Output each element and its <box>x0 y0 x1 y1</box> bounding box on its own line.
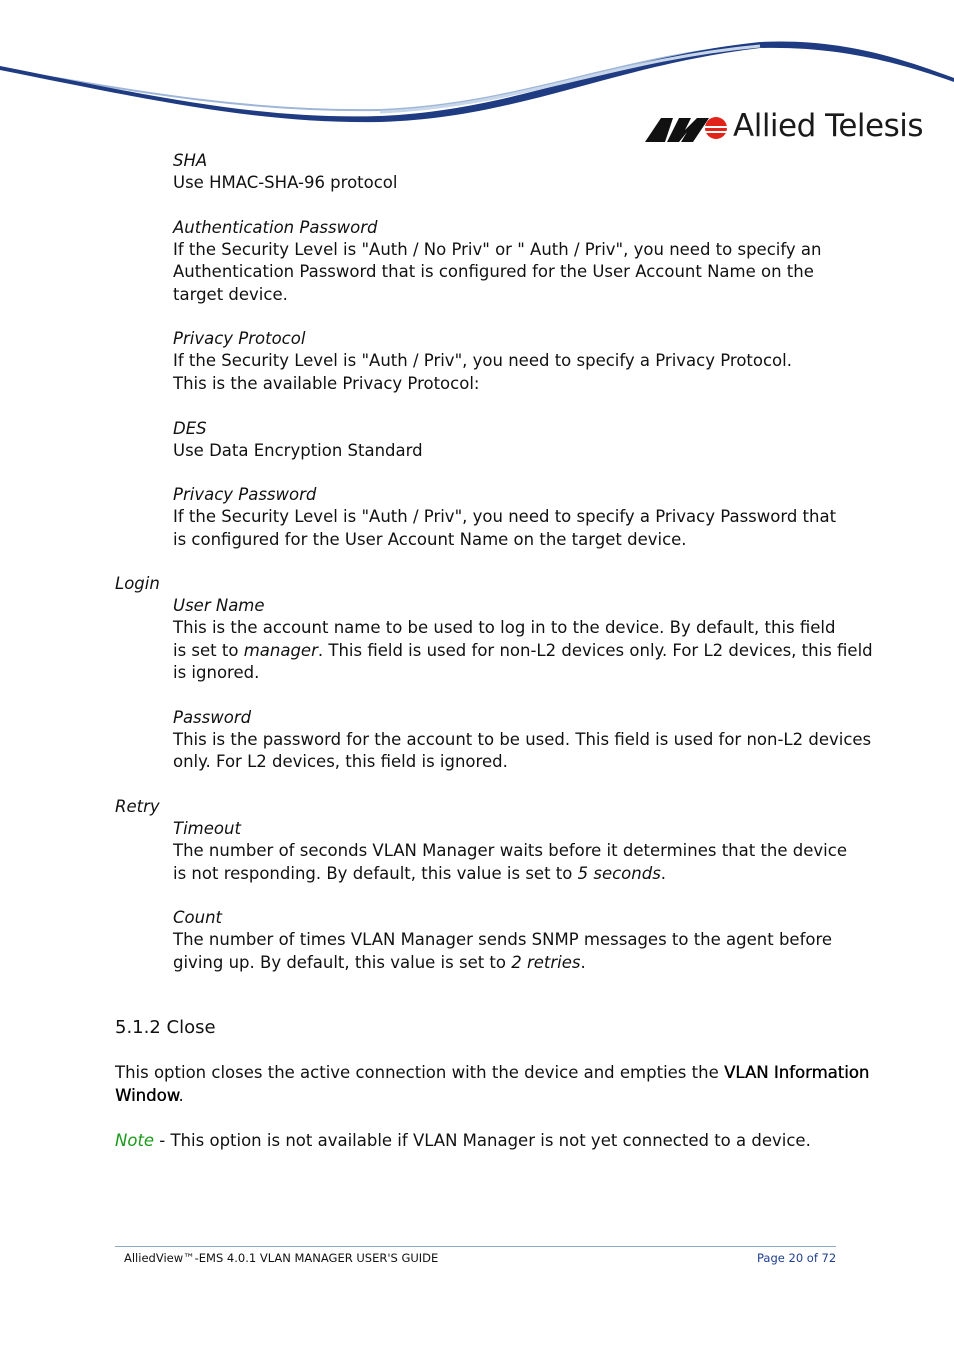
user-name-line-2 <box>173 640 873 663</box>
footer-divider <box>115 1246 836 1247</box>
password-term: Password <box>173 708 252 727</box>
des-term: DES <box>173 419 207 438</box>
privacy-protocol-line-1: If the Security Level is "Auth / Priv", you need to specify a Privacy Protocol. <box>173 351 792 370</box>
close-paragraph-end: . <box>178 1086 184 1105</box>
privacy-password-line-2: is configured for the User Account Name on the target device. <box>173 530 687 549</box>
password-line-1: This is the password for the account to be used. This field is used for non-L2 devices <box>173 730 872 749</box>
count-line-2-start: giving up. By default, this value is set to <box>173 953 512 972</box>
count-line-1: The number of times VLAN Manager sends SNMP messages to the agent before <box>173 930 833 949</box>
count-default-value: 2 retries <box>511 953 581 972</box>
sha-term: SHA <box>173 151 208 170</box>
user-name-term: User Name <box>173 596 265 615</box>
sha-description: Use HMAC-SHA-96 protocol <box>173 173 398 192</box>
logo-wordmark: Allied Telesis <box>733 108 923 144</box>
footer-document-title: AlliedView™-EMS 4.0.1 VLAN MANAGER USER'S GUIDE <box>124 1251 439 1265</box>
privacy-protocol-term: Privacy Protocol <box>173 329 306 348</box>
user-name-default-value: manager <box>243 641 318 660</box>
retry-section-label: Retry <box>115 797 160 816</box>
auth-password-line-2: Authentication Password that is configured for the User Account Name on the <box>173 262 814 281</box>
login-section-label: Login <box>115 574 160 593</box>
timeout-line-2 <box>173 863 666 886</box>
note-line <box>115 1130 811 1153</box>
close-paragraph-line-1 <box>115 1062 869 1085</box>
window-ref: Window <box>115 1086 179 1105</box>
footer-page-number: Page 20 of 72 <box>757 1251 837 1265</box>
note-label: Note <box>115 1131 155 1150</box>
timeout-default-value: 5 seconds <box>577 864 661 883</box>
auth-password-line-3: target device. <box>173 285 288 304</box>
vlan-information-ref: VLAN Information <box>723 1063 870 1082</box>
privacy-password-line-1: If the Security Level is "Auth / Priv", you need to specify a Privacy Password that <box>173 507 837 526</box>
timeout-line-1: The number of seconds VLAN Manager waits before it determines that the device <box>173 841 847 860</box>
allied-telesis-logo <box>645 108 923 148</box>
privacy-protocol-line-2: This is the available Privacy Protocol: <box>173 374 480 393</box>
timeout-term: Timeout <box>173 819 241 838</box>
user-name-line-2-end: . This field is used for non-L2 devices only. For L2 devices, this field <box>317 641 873 660</box>
count-line-2 <box>173 952 586 975</box>
user-name-line-3: is ignored. <box>173 663 260 682</box>
user-name-line-2-start: is set to <box>173 641 244 660</box>
user-name-line-1: This is the account name to be used to log in to the device. By default, this field <box>173 618 836 637</box>
count-line-2-end: . <box>580 953 586 972</box>
count-term: Count <box>173 908 223 927</box>
timeout-line-2-end: . <box>660 864 667 883</box>
close-paragraph-text: This option closes the active connection with the device and empties the <box>115 1063 724 1082</box>
auth-password-line-1: If the Security Level is "Auth / No Priv" or " Auth / Priv", you need to specify an <box>173 240 822 259</box>
des-description: Use Data Encryption Standard <box>173 441 423 460</box>
privacy-password-term: Privacy Password <box>173 485 317 504</box>
allied-telesis-logo-mark <box>645 114 727 142</box>
section-heading-close: 5.1.2 Close <box>115 1017 216 1038</box>
timeout-line-2-start: is not responding. By default, this value is set to <box>173 864 578 883</box>
password-line-2: only. For L2 devices, this field is ignored. <box>173 752 508 771</box>
close-paragraph-line-2 <box>115 1085 184 1108</box>
auth-password-term: Authentication Password <box>173 218 378 237</box>
note-text: - This option is not available if VLAN Manager is not yet connected to a device. <box>154 1131 811 1150</box>
